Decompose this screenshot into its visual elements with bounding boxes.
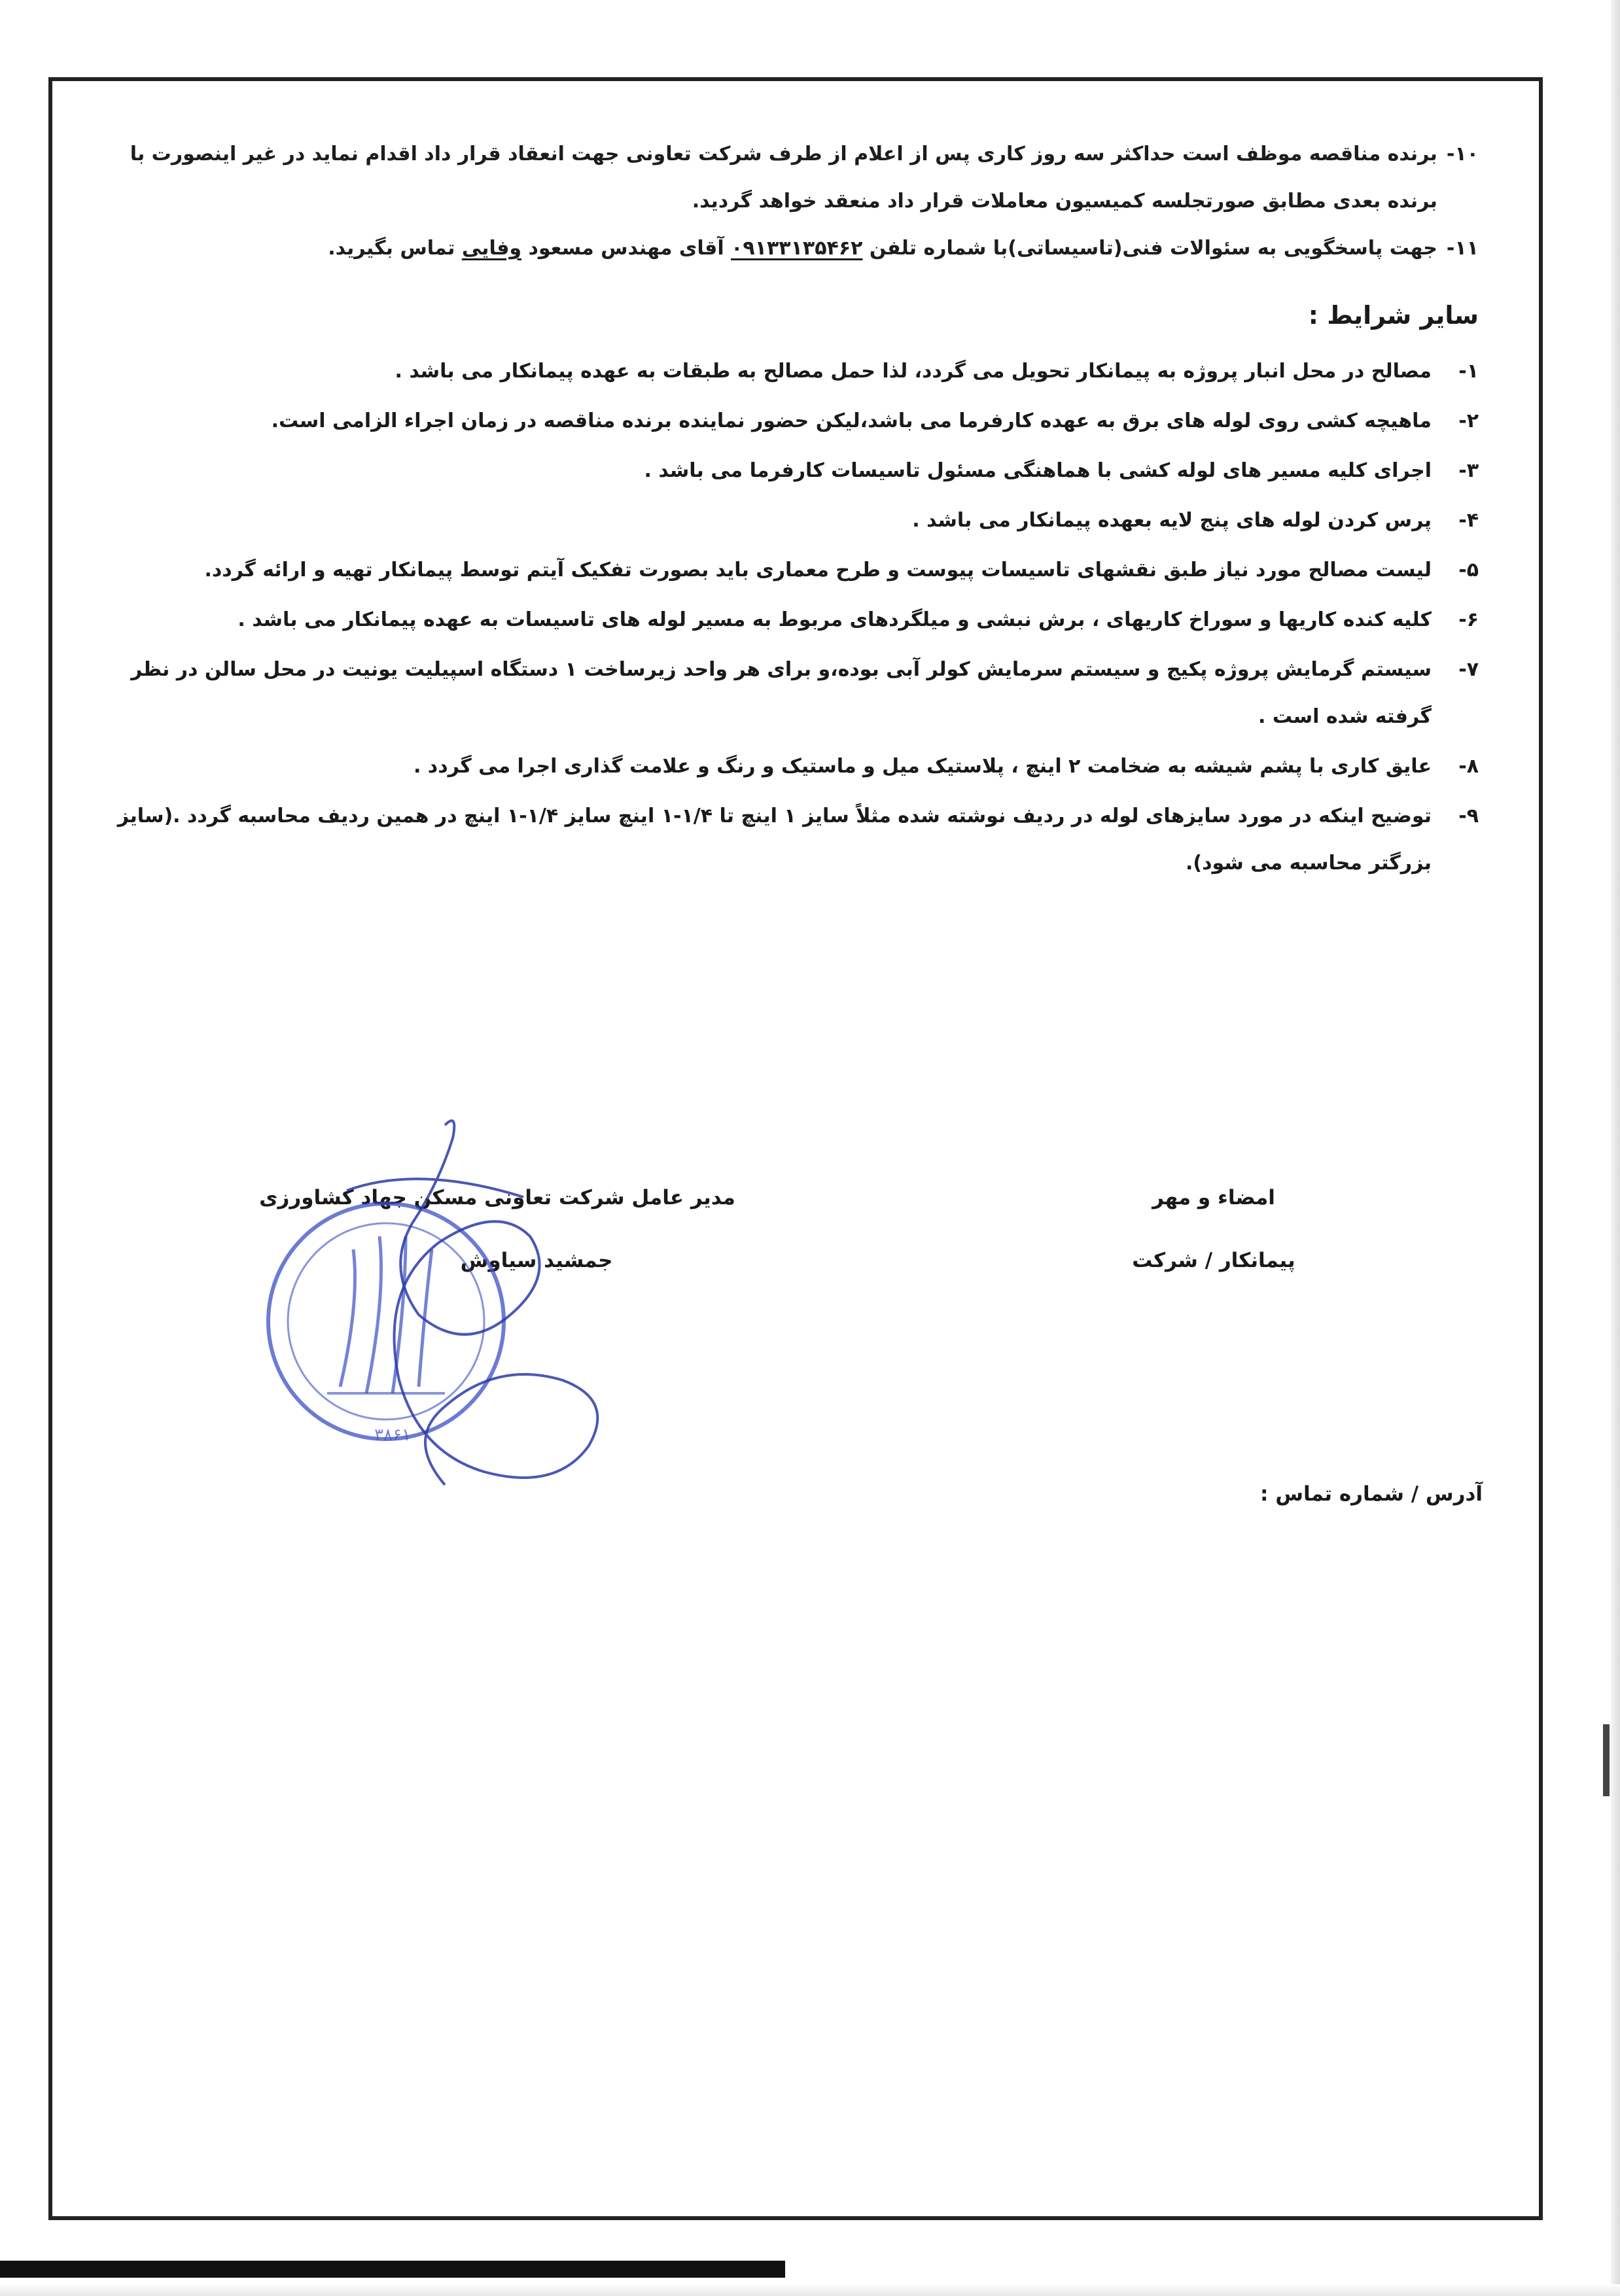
contractor-signature-block [1060, 1181, 1367, 1277]
scan-artifact [1603, 1724, 1610, 1796]
document-body [98, 131, 1479, 890]
scan-artifact-bar [0, 2261, 785, 2278]
clause-text-part: آقای مهندس مسعود [521, 237, 731, 260]
item-number: ۷- [1458, 658, 1479, 681]
clause-text: برنده مناقصه موظف است حداکثر سه روز کاری پس از اعلام از طرف شرکت تعاونی جهت انعقاد قرار داد اقدام نماید در غیر اینصورت با برنده بعدی مطابق صورتجلسه کمیسیون معاملات قرار داد منعقد خواهد گردید. [130, 143, 1437, 213]
clause-10 [98, 131, 1479, 225]
item-number: ۵- [1458, 559, 1479, 582]
clause-text-part: تماس بگیرید. [328, 237, 462, 260]
signature-label: امضاء و مهر [1152, 1186, 1275, 1209]
list-item [98, 497, 1479, 544]
item-text: عایق کاری با پشم شیشه به ضخامت ۲ اینچ ، پلاستیک میل و ماستیک و رنگ و علامت گذاری اجرا می گردد . [413, 755, 1432, 778]
clause-11 [98, 225, 1479, 272]
phone-number: ۰۹۱۳۳۱۳۵۴۶۲ [731, 237, 863, 260]
clause-number: ۱۱- [1446, 237, 1479, 260]
ceo-title: مدیر عامل شرکت تعاونی مسکن جهاد کشاورزی [259, 1186, 735, 1209]
item-text: کلیه کنده کاریها و سوراخ کاریهای ، برش نبشی و میلگردهای مربوط به مسیر لوله های تاسیسات به عهده پیمانکار می باشد . [238, 608, 1432, 631]
item-number: ۸- [1458, 755, 1479, 778]
item-text: سیستم گرمایش پروژه پکیج و سیستم سرمایش کولر آبی بوده،و برای هر واحد زیرساخت ۱ دستگاه اسپیلیت یونیت در محل سالن در نظر گرفته شده است . [131, 658, 1432, 728]
contractor-label: پیمانکار / شرکت [1132, 1249, 1295, 1272]
item-number: ۴- [1458, 509, 1479, 532]
item-text: لیست مصالح مورد نیاز طبق نقشهای تاسیسات پیوست و طرح معماری باید بصورت تفکیک آیتم توسط پیمانکار تهیه و ارائه گردد. [204, 559, 1432, 582]
list-item [98, 547, 1479, 594]
stamp-seal-icon [268, 1204, 504, 1439]
list-item [98, 348, 1479, 395]
clause-text-part: جهت پاسخگویی به سئوالات فنی(تاسیساتی)با شماره تلفن [862, 237, 1437, 260]
clause-text [98, 225, 1437, 272]
company-stamp [249, 1105, 654, 1524]
clause-number: ۱۰- [1446, 143, 1479, 165]
item-number: ۳- [1458, 459, 1479, 482]
item-number: ۹- [1458, 805, 1479, 827]
item-number: ۲- [1458, 409, 1479, 432]
list-item [98, 398, 1479, 445]
item-number: ۶- [1458, 608, 1479, 631]
ceo-name: جمشید سیاوش [460, 1249, 613, 1272]
scan-edge [1611, 0, 1620, 2296]
section-heading: سایر شرایط : [1308, 301, 1479, 330]
list-item [98, 793, 1479, 887]
list-item [98, 447, 1479, 495]
list-item [98, 597, 1479, 644]
scan-bottom-edge [0, 2284, 1620, 2296]
stamp-number: ۳۸۶۱ [374, 1425, 411, 1445]
item-text: پرس کردن لوله های پنج لایه بعهده پیمانکار می باشد . [912, 509, 1432, 532]
item-text: اجرای کلیه مسیر های لوله کشی با هماهنگی مسئول تاسیسات کارفرما می باشد . [644, 459, 1432, 482]
address-field-label: آدرس / شماره تماس : [1260, 1482, 1483, 1506]
list-item [98, 646, 1479, 740]
item-text: ماهیچه کشی روی لوله های برق به عهده کارفرما می باشد،لیکن حضور نماینده برنده مناقصه در زمان اجراء الزامی است. [271, 409, 1432, 432]
engineer-name: وفایی [461, 237, 521, 260]
list-item [98, 743, 1479, 790]
item-text: مصالح در محل انبار پروژه به پیمانکار تحویل می گردد، لذا حمل مصالح به طبقات به عهده پیمانکار می باشد . [395, 360, 1432, 383]
item-text: توضیح اینکه در مورد سایزهای لوله در ردیف نوشته شده مثلاً سایز ۱ اینچ تا ۱/۴-۱ اینچ سایز ۱/۴-۱ اینچ در همین ردیف محاسبه گردد .(سایز بزرگتر محاسبه می شود). [117, 805, 1432, 875]
item-number: ۱- [1458, 360, 1479, 383]
conditions-list [98, 348, 1479, 887]
